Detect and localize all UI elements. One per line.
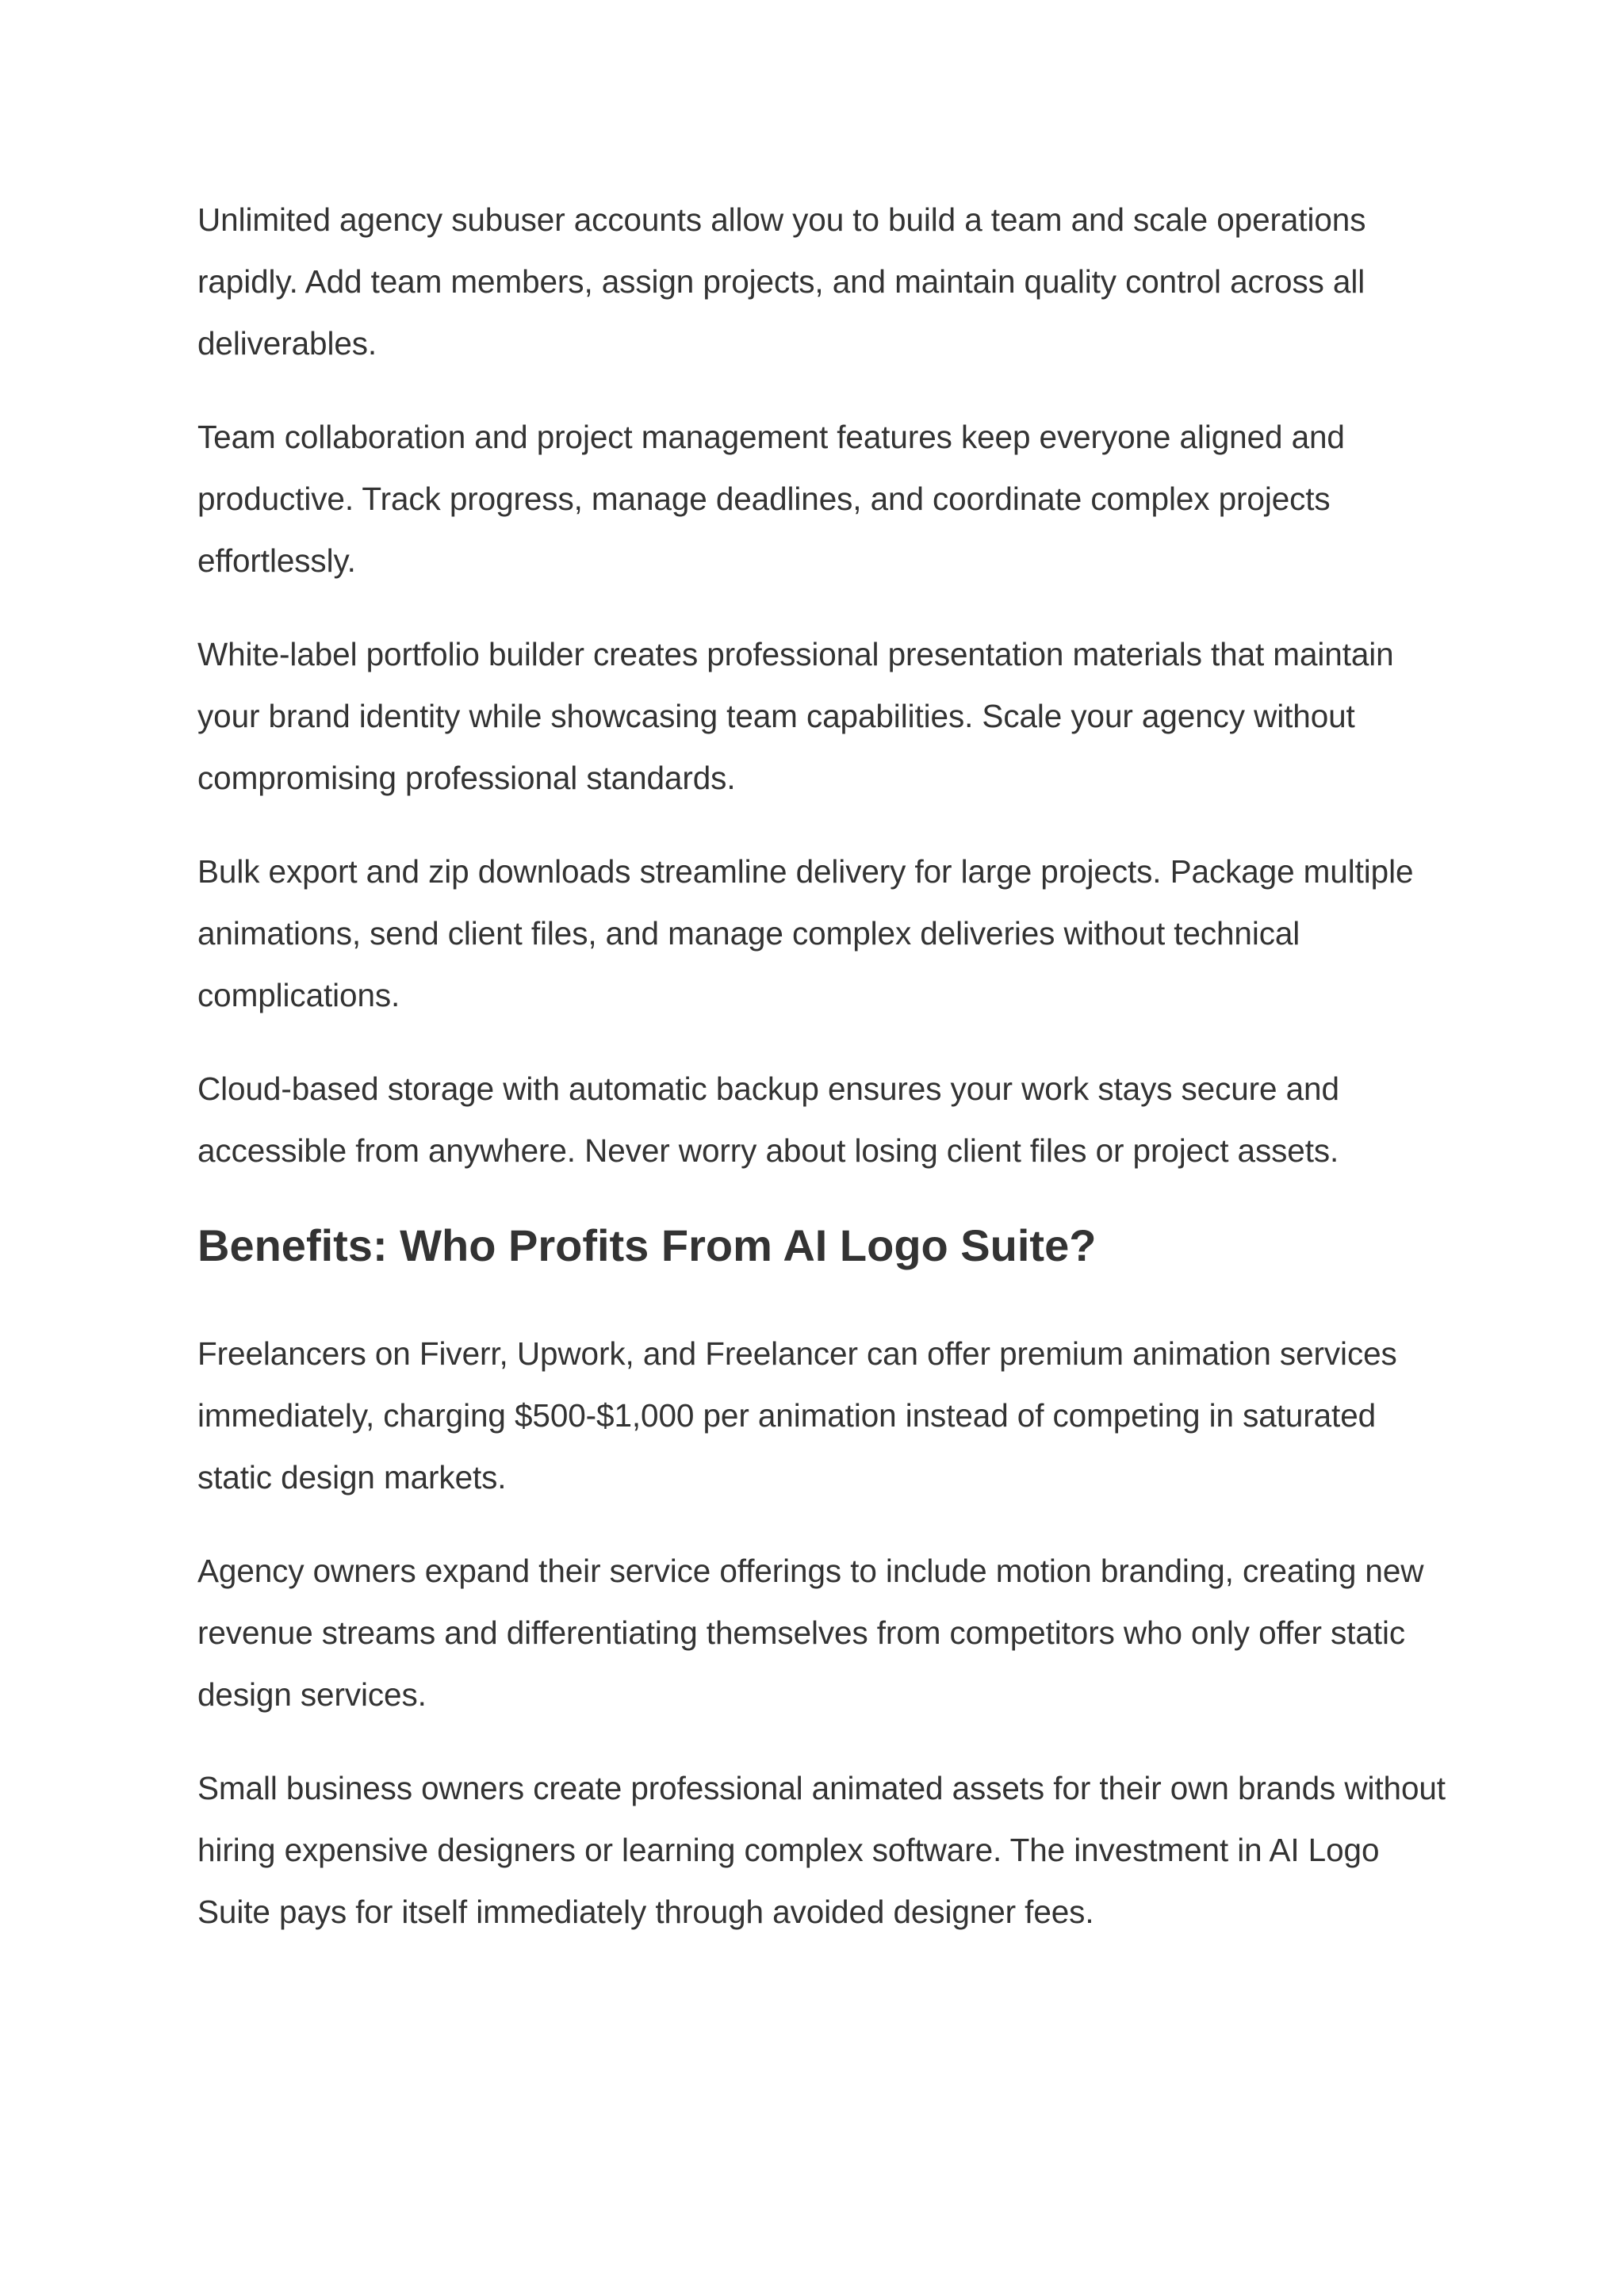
paragraph-agency-owners: Agency owners expand their service offerings to include motion branding, creating new revenue streams and differentiating themselves from competitors who only offer static design services. (197, 1553, 1424, 1713)
paragraph-white-label-portfolio: White-label portfolio builder creates professional presentation materials that maintain your brand identity while showcasing team capabilities. Scale your agency without compromising professional standards. (197, 636, 1394, 796)
paragraph-small-business: Small business owners create professional animated assets for their own brands without hiring expensive designers or learning complex software. The investment in AI Logo Suite pays for itself immediately through avoided designer fees. (197, 1770, 1446, 1930)
paragraph-cloud-storage: Cloud-based storage with automatic backup ensures your work stays secure and accessible from anywhere. Never worry about losing client files or project assets. (197, 1070, 1339, 1169)
paragraph-bulk-export: Bulk export and zip downloads streamline delivery for large projects. Package multiple animations, send client files, and manage complex deliveries without technical complications. (197, 853, 1414, 1013)
paragraph-team-collaboration: Team collaboration and project management features keep everyone aligned and productive. Track progress, manage deadlines, and coordinate complex projects effortlessly. (197, 419, 1345, 579)
section-heading-benefits: Benefits: Who Profits From AI Logo Suite? (197, 1220, 1097, 1270)
paragraph-agency-subusers: Unlimited agency subuser accounts allow you to build a team and scale operations rapidly. Add team members, assign projects, and maintain quality control across all deliverables. (197, 201, 1366, 362)
document-body (197, 189, 1450, 1974)
paragraph-freelancers: Freelancers on Fiverr, Upwork, and Freelancer can offer premium animation services immediately, charging $500-$1,000 per animation instead of competing in saturated static design markets. (197, 1335, 1397, 1496)
